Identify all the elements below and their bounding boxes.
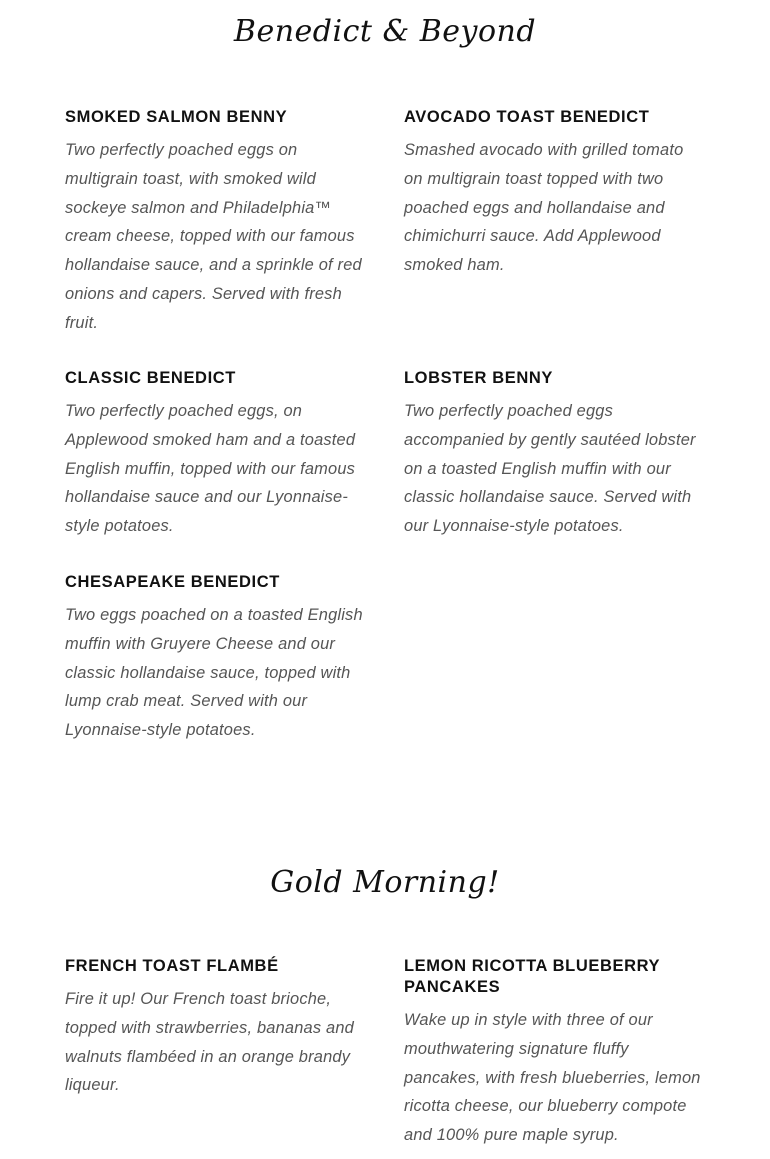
menu-item bbox=[404, 107, 724, 280]
menu-item bbox=[65, 572, 385, 745]
description-line: our Lyonnaise-style potatoes. bbox=[404, 517, 624, 536]
description-line: Two perfectly poached eggs, on bbox=[65, 402, 303, 420]
description-line: and 100% pure maple syrup. bbox=[404, 1126, 619, 1145]
section-title: Gold Morning! bbox=[270, 865, 500, 900]
menu-item bbox=[65, 368, 385, 541]
description-line: Two perfectly poached eggs bbox=[404, 402, 613, 420]
menu-item-name: AVOCADO TOAST BENEDICT bbox=[404, 108, 650, 126]
description-line: cream cheese, topped with our famous bbox=[65, 227, 355, 246]
description-line: on multigrain toast topped with two bbox=[404, 169, 664, 188]
menu-item-name: FRENCH TOAST FLAMBÉ bbox=[65, 957, 279, 975]
description-line: Lyonnaise-style potatoes. bbox=[65, 721, 256, 740]
description-line: hollandaise sauce and our Lyonnaise- bbox=[65, 488, 349, 507]
description-line: Applewood smoked ham and a toasted bbox=[65, 430, 356, 449]
description-line: muffin with Gruyere Cheese and our bbox=[65, 634, 336, 653]
description-line: Fire it up! Our French toast brioche, bbox=[65, 990, 332, 1008]
description-line: topped with strawberries, bananas and bbox=[65, 1018, 354, 1037]
description-line: onions and capers. Served with fresh bbox=[65, 284, 342, 303]
description-line: Two perfectly poached eggs on bbox=[65, 141, 298, 159]
description-line: hollandaise sauce, and a sprinkle of red bbox=[65, 256, 362, 275]
menu-item-description bbox=[65, 985, 385, 1100]
description-line: pancakes, with fresh blueberries, lemon bbox=[404, 1068, 701, 1087]
menu-item-description bbox=[65, 136, 385, 338]
menu-item-description bbox=[404, 136, 724, 280]
description-line: classic hollandaise sauce. Served with bbox=[404, 488, 692, 507]
description-line: Two eggs poached on a toasted English bbox=[65, 606, 363, 624]
menu-item-description bbox=[404, 1006, 701, 1150]
menu-item bbox=[404, 368, 724, 541]
description-line: on a toasted English muffin with our bbox=[404, 459, 671, 478]
description-line: sockeye salmon and Philadelphia™ bbox=[65, 198, 332, 217]
description-line: walnuts flambéed in an orange brandy bbox=[65, 1047, 351, 1066]
description-line: smoked ham. bbox=[404, 256, 505, 275]
menu-item-name: LOBSTER BENNY bbox=[404, 369, 553, 387]
description-line: poached eggs and hollandaise and bbox=[404, 198, 665, 217]
description-line: lump crab meat. Served with our bbox=[65, 692, 308, 711]
menu-item-description bbox=[65, 397, 385, 541]
menu-item-name: SMOKED SALMON BENNY bbox=[65, 108, 288, 126]
description-line: English muffin, topped with our famous bbox=[65, 459, 356, 478]
description-line: style potatoes. bbox=[65, 517, 174, 536]
section-title: Benedict & Beyond bbox=[233, 14, 537, 49]
description-line: fruit. bbox=[65, 313, 99, 332]
menu-item-name: LEMON RICOTTA BLUEBERRY PANCAKES bbox=[404, 957, 660, 996]
description-line: classic hollandaise sauce, topped with bbox=[65, 663, 351, 682]
menu-item-description bbox=[404, 397, 724, 541]
menu-item bbox=[65, 107, 385, 338]
description-line: accompanied by gently sautéed lobster bbox=[404, 430, 696, 449]
menu-item bbox=[404, 956, 701, 1150]
menu-item bbox=[65, 956, 385, 1100]
menu-item-name: CLASSIC BENEDICT bbox=[65, 369, 236, 387]
description-line: chimichurri sauce. Add Applewood bbox=[404, 227, 661, 246]
description-line: multigrain toast, with smoked wild bbox=[65, 169, 316, 188]
description-line: ricotta cheese, our blueberry compote bbox=[404, 1097, 687, 1116]
description-line: Smashed avocado with grilled tomato bbox=[404, 141, 684, 159]
menu-item-name: CHESAPEAKE BENEDICT bbox=[65, 573, 280, 591]
description-line: Wake up in style with three of our bbox=[404, 1011, 653, 1029]
menu-item-description bbox=[65, 601, 385, 745]
description-line: mouthwatering signature fluffy bbox=[404, 1039, 629, 1058]
description-line: liqueur. bbox=[65, 1076, 120, 1095]
